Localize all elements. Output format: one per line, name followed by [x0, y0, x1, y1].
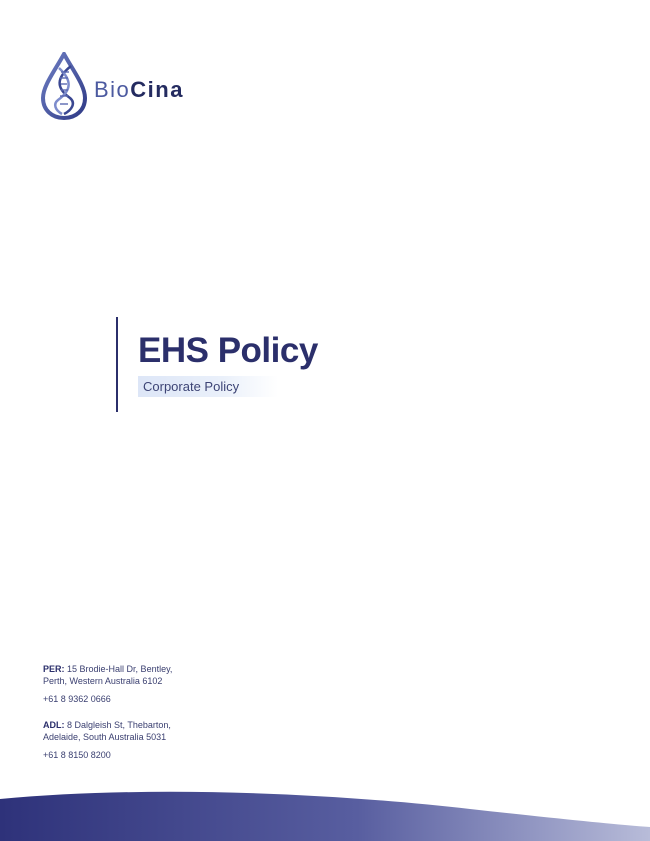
brand-name-part2: Cina	[130, 77, 184, 102]
document-subtitle: Corporate Policy	[138, 376, 278, 397]
address-line2: Perth, Western Australia 6102	[43, 676, 163, 686]
office-adelaide	[43, 719, 172, 761]
office-code: ADL:	[43, 720, 65, 730]
address-line	[43, 663, 172, 675]
address-line1: 8 Dalgleish St, Thebarton,	[67, 720, 171, 730]
brand-wordmark	[94, 77, 184, 103]
address-line2: Adelaide, South Australia 5031	[43, 732, 167, 742]
footer-wave	[0, 791, 650, 841]
dna-droplet-icon	[40, 52, 88, 120]
office-perth	[43, 663, 172, 705]
address-line1: 15 Brodie-Hall Dr, Bentley,	[67, 664, 173, 674]
office-phone: +61 8 8150 8200	[43, 750, 111, 760]
brand-logo	[40, 52, 220, 122]
office-phone: +61 8 9362 0666	[43, 694, 111, 704]
office-code: PER:	[43, 664, 65, 674]
brand-name-part1: Bio	[94, 77, 131, 102]
document-title: EHS Policy	[138, 331, 318, 370]
office-addresses	[43, 663, 172, 761]
title-block	[116, 317, 318, 412]
address-line	[43, 719, 172, 731]
